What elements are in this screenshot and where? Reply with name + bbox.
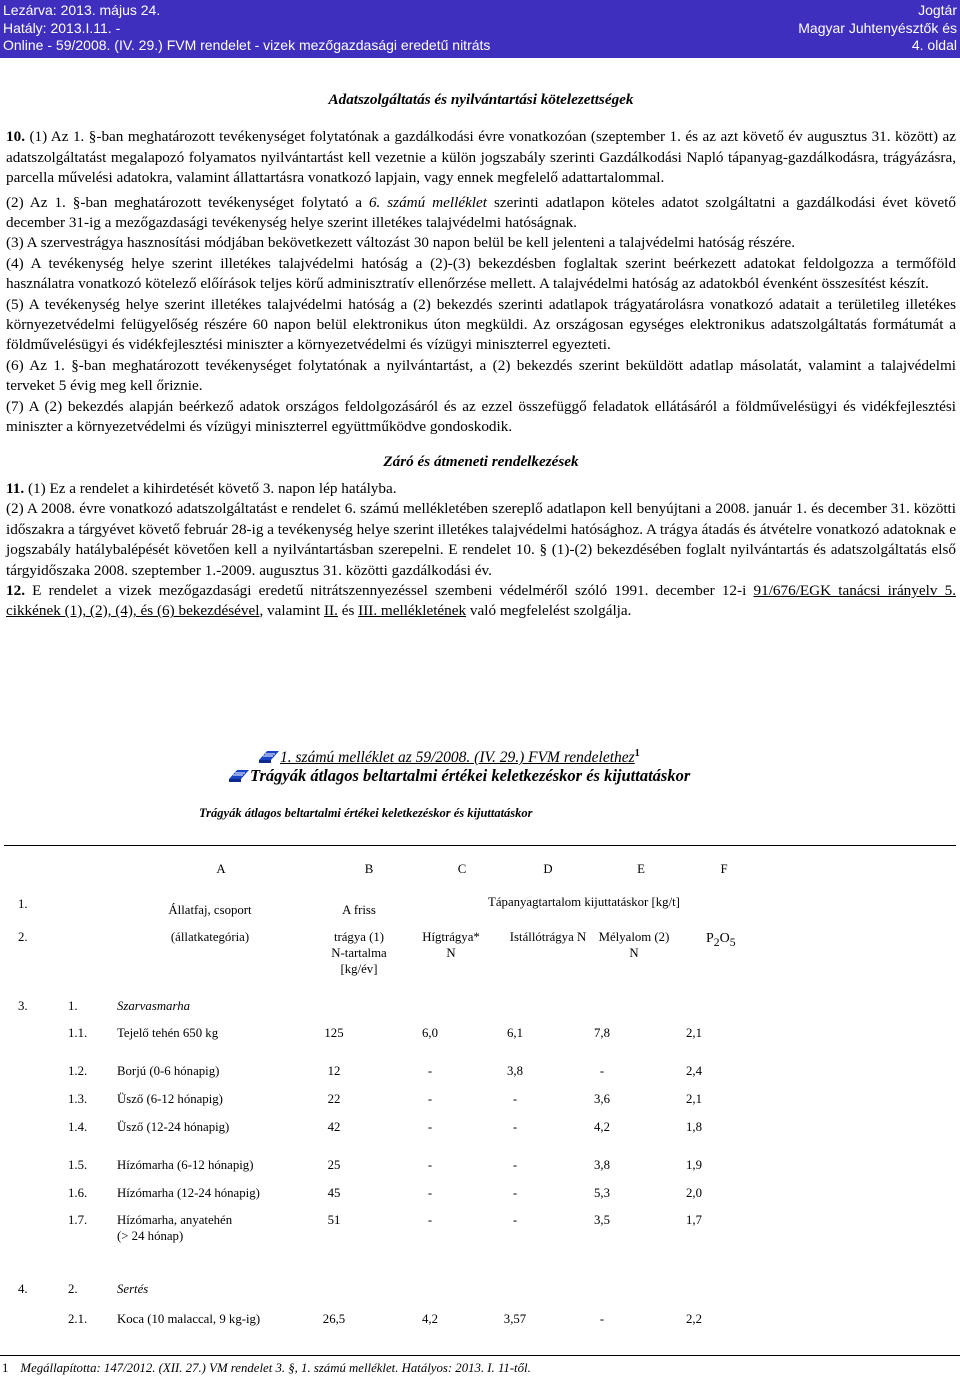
- row-value: 2,0: [686, 1186, 702, 1200]
- row-code: 1.1.: [68, 1026, 88, 1040]
- row-code: 1.6.: [68, 1186, 88, 1200]
- paragraph-text: (1) Az 1. §-ban meghatározott tevékenységet folytatónak a gazdálkodási évre vonatkozóan (szeptember 1. és az azt követő év augusztus 31. között) az adatszolgáltatást megalapozó folyamatos nyilvántartást kell vezetnie a külön jogszabály szerinti Gazdálkodási Napló tápanyag-gazdálkodásra, trágyázásra, parcella művelési adatokra, valamint állattartásra vonatkozó lapjain, vagy ennek megfelelő adattartalommal.: [6, 128, 956, 187]
- row-value: 1,9: [686, 1158, 702, 1172]
- row-number: 3.: [18, 999, 28, 1013]
- paragraph-11-1: [6, 479, 956, 499]
- paragraph-text: és: [337, 602, 359, 620]
- row-code: 2.1.: [68, 1312, 88, 1326]
- header-stable-manure-n: Istállótrágya N: [509, 930, 587, 944]
- footnote-text-row: [2, 1361, 531, 1376]
- header-fresh-manure: trágya (1): [333, 930, 385, 944]
- row-value: 3,8: [507, 1064, 523, 1078]
- row-value: -: [599, 1064, 605, 1078]
- row-value: -: [512, 1213, 518, 1227]
- header-unit: [kg/év]: [340, 962, 378, 976]
- row-value: 7,8: [594, 1026, 610, 1040]
- header-closed-date: Lezárva: 2013. május 24.: [3, 2, 161, 18]
- annex-6-reference: 6. számú melléklet: [368, 193, 487, 211]
- row-value: 3,5: [594, 1213, 610, 1227]
- subscript-2: 2: [713, 935, 720, 949]
- header-fresh: A friss: [342, 903, 376, 917]
- row-value: 1,8: [686, 1120, 702, 1134]
- paragraph-text: (1) Ez a rendelet a kihirdetését követő 3. napon lép hatályba.: [24, 479, 397, 497]
- row-value: 6,0: [422, 1026, 438, 1040]
- row-value: 3,6: [594, 1092, 610, 1106]
- annex-subtitle: Trágyák átlagos beltartalmi értékei keletkezéskor és kijuttatáskor: [250, 766, 691, 785]
- row-animal-name: Üsző (6-12 hónapig): [117, 1092, 223, 1106]
- paragraph-12: [6, 581, 956, 622]
- header-left: [3, 2, 490, 55]
- table-top-border: [4, 845, 956, 846]
- row-value: -: [427, 1186, 433, 1200]
- column-letter-f: F: [720, 862, 728, 876]
- section-title-reporting: Adatszolgáltatás és nyilvántartási kötelezettségek: [328, 91, 634, 108]
- column-letter-e: E: [637, 862, 645, 876]
- paragraph-text: való megfelelést szolgálja.: [466, 602, 632, 620]
- row-code: 1.: [68, 999, 78, 1013]
- row-value: -: [512, 1092, 518, 1106]
- p-symbol: P: [706, 931, 714, 946]
- row-value: -: [427, 1213, 433, 1227]
- row-code: 1.5.: [68, 1158, 88, 1172]
- row-value: 1,7: [686, 1213, 702, 1227]
- row-value: -: [427, 1064, 433, 1078]
- header-p2o5: [706, 931, 736, 951]
- row-value: 2,4: [686, 1064, 702, 1078]
- header-deep-litter-n: N: [629, 946, 639, 960]
- row-code: 1.3.: [68, 1092, 88, 1106]
- footnote-number: 1: [2, 1361, 9, 1375]
- section-number: 10.: [6, 128, 25, 146]
- paragraph-text: (2) Az 1. §-ban meghatározott tevékenységet folytató a: [6, 193, 369, 211]
- row-animal-name: Szarvasmarha: [117, 999, 191, 1013]
- row-value: 2,1: [686, 1026, 702, 1040]
- paragraph-10-5: (5) A tevékenység helye szerint illetékes talajvédelmi hatóság a (2) bekezdés szerinti adatlapok trágyatárolásra vonatkozó adatait a területileg illetékes környezetvédelmi felügyelőség részére 60 napon belül elektronikus úton megküldi. Az országosan egységes elektronikus adatszolgáltatás formátumát a földművelésügyi és vidékfejlesztési miniszter a környezetvédelmi és vízügyi miniszterrel egyezteti.: [6, 295, 956, 354]
- row-value: 45: [327, 1186, 341, 1200]
- header-slurry: Hígtrágya*: [422, 930, 480, 944]
- header-nutrient-content: Tápanyagtartalom kijuttatáskor [kg/t]: [488, 895, 680, 909]
- annex-iii-link[interactable]: III. mellékletének: [358, 602, 467, 620]
- subscript-5: 5: [729, 935, 736, 949]
- row-animal-name: Sertés: [117, 1282, 149, 1296]
- header-slurry-n: N: [446, 946, 456, 960]
- paragraph-text: E rendelet a vizek mezőgazdasági eredetű nitrátszennyezéssel szembeni védelméről szóló 1991. december 12-i: [24, 581, 754, 599]
- annex-ii-link[interactable]: II.: [323, 602, 338, 620]
- row-value: 2,1: [686, 1092, 702, 1106]
- row-animal-name: Hízómarha (12-24 hónapig): [117, 1186, 260, 1200]
- annex-title-row[interactable]: [258, 748, 640, 767]
- row-code: 2.: [68, 1282, 78, 1296]
- row-value: 5,3: [594, 1186, 610, 1200]
- row-value: -: [427, 1092, 433, 1106]
- row-code: 1.4.: [68, 1120, 88, 1134]
- book-link-icon[interactable]: [258, 748, 280, 764]
- header-n-content: N-tartalma: [331, 946, 387, 960]
- row-value: 25: [327, 1158, 341, 1172]
- row-value: 22: [327, 1092, 341, 1106]
- section-number: 12.: [6, 581, 25, 599]
- directive-link[interactable]: 91/676/EGK tanácsi irányelv 5. cikkének (1), (2), (4), és (6) bekezdésével: [6, 581, 956, 620]
- header-animal-category: (állatkategória): [170, 930, 250, 944]
- document-body: [6, 90, 956, 622]
- row-value: -: [427, 1120, 433, 1134]
- paragraph-10-3: (3) A szervestrágya hasznosítási módjában bekövetkezett változást 30 napon belül be kell jelenteni a talajvédelmi hatóság részére.: [6, 234, 796, 252]
- row-value: -: [512, 1158, 518, 1172]
- o-symbol: O: [719, 931, 730, 946]
- row-animal-name: Tejelő tehén 650 kg: [117, 1026, 219, 1040]
- row-number: 1.: [18, 897, 28, 911]
- book-link-icon[interactable]: [228, 767, 250, 783]
- column-letter-d: D: [543, 862, 553, 876]
- paragraph-10-2: [6, 193, 956, 234]
- footnote-reference[interactable]: 1: [634, 748, 640, 759]
- paragraph-10-6: (6) Az 1. §-ban meghatározott tevékenységet folytatónak a nyilvántartást, a (2) bekezdés szerint beküldött adatlap másolatát, valamint a talajvédelmi terveket 5 évig meg kell őriznie.: [6, 356, 956, 395]
- section-number: 11.: [6, 479, 25, 497]
- row-value: 42: [327, 1120, 341, 1134]
- row-value: 3,8: [594, 1158, 610, 1172]
- annex-subtitle-row[interactable]: [228, 766, 690, 786]
- row-value: 4,2: [422, 1312, 438, 1326]
- column-letter-b: B: [364, 862, 374, 876]
- footnote-separator: [0, 1355, 960, 1356]
- row-value: 6,1: [507, 1026, 523, 1040]
- paragraph-10-4: (4) A tevékenység helye szerint illetékes talajvédelmi hatóság a (2)-(3) bekezdésben foglaltak szerint beérkezett adatokat feldolgozza a termőföld használatra vonatkozó kötelező előírások teljes körű adminisztratív ellenőrzése mellett. A talajvédelmi hatóság az adatokból évenként összesítést készít.: [6, 254, 956, 293]
- header-deep-litter: Mélyalom (2): [598, 930, 670, 944]
- footnote-text: Megállapította: 147/2012. (XII. 27.) VM rendelet 3. §, 1. számú melléklet. Hatályos: 2013. I. 11-től.: [20, 1361, 531, 1375]
- header-effective-date: Hatály: 2013.I.11. -: [3, 19, 121, 36]
- row-animal-name: Koca (10 malaccal, 9 kg-ig): [117, 1312, 261, 1326]
- header-licensee: Magyar Juhtenyésztők és: [798, 19, 957, 36]
- section-title-final-provisions: Záró és átmeneti rendelkezések: [383, 452, 579, 470]
- row-animal-name: Üsző (12-24 hónapig): [117, 1120, 230, 1134]
- row-number: 2.: [18, 930, 28, 944]
- row-value: 12: [327, 1064, 341, 1078]
- row-code: 1.7.: [68, 1213, 88, 1227]
- paragraph-10-7: (7) A (2) bekezdés alapján beérkező adatok országos feldolgozásáról és az ezzel összefüggő feladatok ellátásáról a földművelésügyi és vidékfejlesztési miniszter a környezetvédelmi és vízügyi miniszterrel együttműködve gondoskodik.: [6, 397, 956, 436]
- header-document-name: Online - 59/2008. (IV. 29.) FVM rendelet - vizek mezőgazdasági eredetű nitráts: [3, 37, 491, 53]
- header-source: Jogtár: [918, 2, 957, 18]
- row-value: -: [512, 1186, 518, 1200]
- row-value: 125: [324, 1026, 344, 1040]
- row-value: -: [512, 1120, 518, 1134]
- header-right: [798, 2, 957, 55]
- column-letter-c: C: [457, 862, 467, 876]
- row-code: 1.2.: [68, 1064, 88, 1078]
- header-page-number: 4. oldal: [911, 37, 957, 53]
- row-animal-name: Hízómarha, anyatehén: [117, 1213, 233, 1227]
- table-caption: Trágyák átlagos beltartalmi értékei keletkezéskor és kijuttatáskor: [199, 806, 533, 820]
- row-value: -: [599, 1312, 605, 1326]
- row-number: 4.: [18, 1282, 28, 1296]
- row-value: 26,5: [322, 1312, 346, 1326]
- row-animal-name: Hízómarha (6-12 hónapig): [117, 1158, 254, 1172]
- document-header: [0, 0, 960, 58]
- header-animal-group: Állatfaj, csoport: [168, 903, 252, 917]
- row-value: 2,2: [686, 1312, 702, 1326]
- row-value: 51: [327, 1213, 341, 1227]
- column-letter-a: A: [216, 862, 226, 876]
- row-value: 4,2: [594, 1120, 610, 1134]
- paragraph-10-1: [6, 127, 956, 188]
- paragraph-11-2: (2) A 2008. évre vonatkozó adatszolgáltatást e rendelet 6. számú mellékletében szereplő adatlapon kell benyújtani a 2008. január 1. és december 31. közötti időszakra a tárgyévet követő február 28-ig a tevékenység helye szerint illetékes talajvédelmi hatósághoz. A trágya átadás és átvételre vonatkozó adatoknak e jogszabály hatálybalépését követően kell a nyilvántartásban szerepelni. E rendelet 10. § (1)-(2) bekezdésében foglalt nyilvántartás és adatszolgáltatás első tárgyidőszaka 2008. szeptember 1.-2009. augusztus 31. közötti gazdálkodási év.: [6, 500, 956, 579]
- row-value: 3,57: [503, 1312, 527, 1326]
- paragraph-text: , valamint: [259, 602, 324, 620]
- row-animal-name-line2: (> 24 hónap): [117, 1229, 184, 1243]
- row-animal-name: Borjú (0-6 hónapig): [117, 1064, 220, 1078]
- row-value: -: [427, 1158, 433, 1172]
- annex-1-link[interactable]: 1. számú melléklet az 59/2008. (IV. 29.) FVM rendelethez: [280, 749, 635, 767]
- paragraph-text: szerinti adatlapon köteles adatot szolgáltatni a gazdálkodási évet követő december 31-ig a mezőgazdasági tevékenység helye szerint illetékes talajvédelmi hatóságnak.: [6, 193, 956, 232]
